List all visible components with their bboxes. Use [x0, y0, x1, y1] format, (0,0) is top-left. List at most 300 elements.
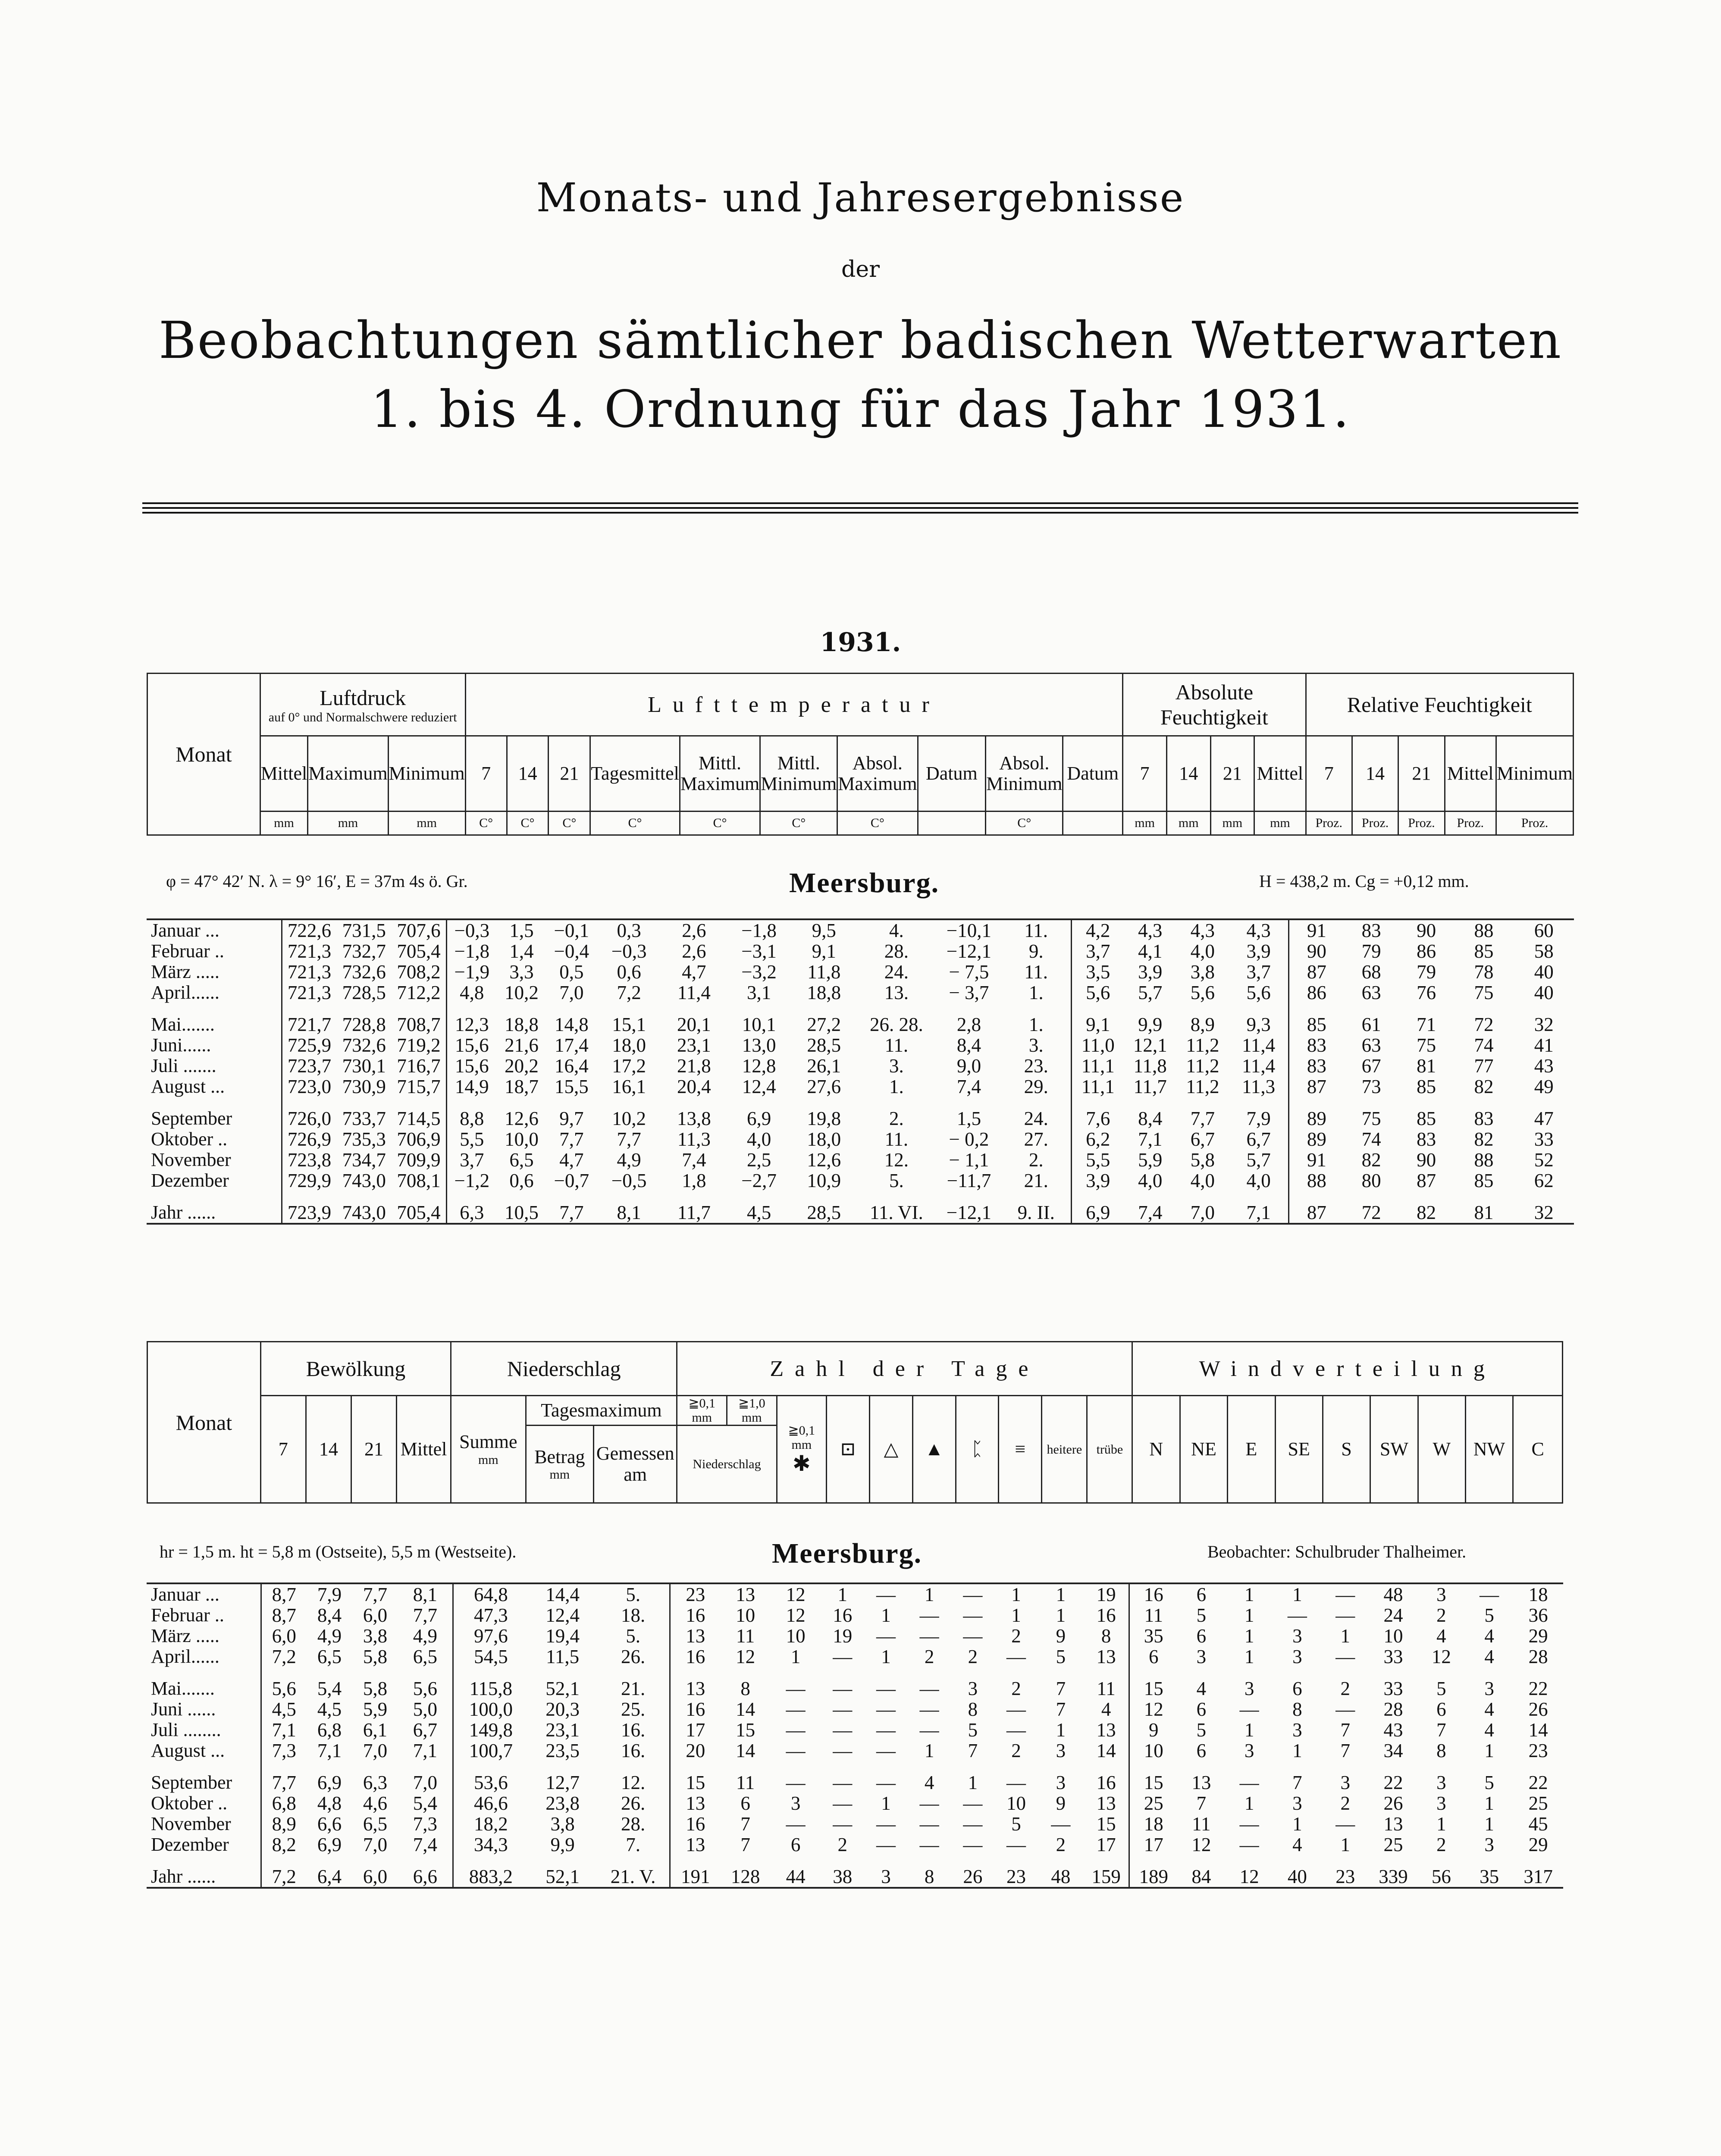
value-cell: 34,3: [453, 1834, 528, 1855]
col-group-niederschlag: Niederschlag: [451, 1342, 677, 1396]
value-cell: 6,7: [1190, 1128, 1215, 1150]
row-gap: [147, 1003, 1574, 1014]
month-cell: Januar ...: [151, 1584, 219, 1605]
value-cell: 2,8: [956, 1014, 981, 1035]
value-cell: −10,1: [946, 920, 992, 941]
value-cell: 12: [1431, 1646, 1451, 1667]
gap-cell: [392, 1003, 447, 1014]
value-cell: 11,4: [1242, 1055, 1276, 1077]
gap-cell: [1344, 1003, 1399, 1014]
value-cell: 14,8: [554, 1014, 589, 1035]
value-cell: 4,9: [617, 1149, 641, 1171]
value-cell: 11,8: [807, 961, 841, 983]
value-cell: 13,8: [677, 1108, 711, 1129]
value-cell: 1: [1340, 1625, 1350, 1647]
table-row: [147, 1056, 1574, 1076]
value-cell: 5,4: [413, 1792, 437, 1814]
value-cell: 16: [670, 1646, 721, 1667]
value-cell: 5,6: [413, 1678, 437, 1699]
unit-mm: mm: [1254, 812, 1306, 835]
value-cell: 85: [1474, 1170, 1494, 1191]
col-ge01-snow: [777, 1396, 827, 1503]
gap-cell: [352, 1855, 398, 1866]
value-cell: 719,2: [397, 1034, 441, 1056]
value-cell: −3,1: [741, 940, 777, 962]
value-cell: 2: [968, 1646, 978, 1667]
value-cell: 7: [1056, 1698, 1066, 1720]
value-cell: —: [833, 1678, 853, 1699]
gap-cell: [771, 1667, 821, 1678]
gap-cell: [791, 1097, 856, 1108]
value-cell: 43: [1383, 1719, 1403, 1741]
value-cell: —: [963, 1792, 983, 1814]
gap-cell: [1514, 1097, 1574, 1108]
value-cell: 86: [1289, 982, 1344, 1003]
value-cell: 11: [736, 1772, 755, 1793]
unit-c: C°: [549, 812, 590, 835]
value-cell: 27,6: [807, 1076, 841, 1097]
table-row: [147, 1834, 1563, 1855]
value-cell: 91: [1289, 1150, 1344, 1170]
value-cell: 18,8: [807, 982, 841, 1003]
value-cell: 1: [1244, 1584, 1254, 1605]
gap-cell: [528, 1855, 597, 1866]
value-cell: 18,8: [505, 1014, 539, 1035]
unit-mm: mm: [1123, 812, 1167, 835]
table-row: [147, 1699, 1563, 1720]
value-cell: 23: [1335, 1866, 1355, 1887]
value-cell: 5,8: [1190, 1149, 1215, 1171]
value-cell: 3: [881, 1866, 891, 1887]
value-cell: 3,8: [1190, 961, 1215, 983]
value-cell: 16: [670, 1814, 721, 1834]
value-cell: −0,1: [554, 920, 589, 941]
table-row: [147, 1605, 1563, 1626]
value-cell: 12,7: [545, 1772, 580, 1793]
month-cell: August ...: [151, 1076, 225, 1097]
gap-cell: [453, 1855, 528, 1866]
month-cell: Dezember: [151, 1834, 229, 1855]
value-cell: 68: [1361, 961, 1381, 983]
gap-cell: [1273, 1667, 1321, 1678]
gap-cell: [398, 1761, 453, 1772]
gap-cell: [1038, 1855, 1084, 1866]
value-cell: 7,2: [617, 982, 641, 1003]
value-cell: 88: [1474, 920, 1494, 941]
title-line-1: Monats- und Jahresergebnisse: [536, 175, 1185, 221]
value-cell: 2,6: [682, 920, 706, 941]
value-cell: 723,9: [282, 1202, 337, 1224]
fog-icon: ≡: [999, 1396, 1042, 1503]
value-cell: 10,5: [505, 1202, 539, 1223]
station1-coords: φ = 47° 42′ N. λ = 9° 16′, E = 37m 4s ö. Gr.: [166, 871, 468, 891]
gap-cell: [908, 1667, 951, 1678]
value-cell: 339: [1379, 1866, 1408, 1887]
value-cell: 7,7: [261, 1772, 307, 1793]
value-cell: 47: [1534, 1108, 1554, 1129]
value-cell: 3: [1056, 1772, 1066, 1793]
value-cell: 9: [1056, 1625, 1066, 1647]
value-cell: 7: [968, 1740, 978, 1761]
value-cell: 4: [1484, 1625, 1494, 1647]
value-cell: 7,1: [1246, 1202, 1271, 1223]
value-cell: —: [786, 1678, 806, 1699]
value-cell: 13: [670, 1793, 721, 1814]
sleet-icon: ⊡: [827, 1396, 870, 1503]
gap-cell: [282, 1003, 337, 1014]
value-cell: 28,5: [807, 1202, 841, 1223]
value-cell: 11,1: [1072, 1056, 1124, 1076]
table-row: [147, 962, 1574, 982]
value-cell: 100,7: [453, 1740, 528, 1761]
value-cell: 11: [1129, 1605, 1177, 1626]
gap-cell: [546, 1191, 596, 1202]
table-row: [147, 1014, 1574, 1035]
month-cell: Mai.......: [151, 1678, 215, 1699]
value-cell: 16: [1129, 1583, 1177, 1605]
value-cell: 10,1: [742, 1014, 776, 1035]
gap-cell: [352, 1761, 398, 1772]
value-cell: 25: [1528, 1792, 1548, 1814]
value-cell: 3: [1484, 1834, 1494, 1855]
snow-icon: ✱: [792, 1451, 811, 1476]
value-cell: 7,4: [413, 1834, 437, 1855]
value-cell: 4: [1484, 1698, 1494, 1720]
luftdruck-label: Luftdruck: [320, 685, 406, 710]
value-cell: 708,1: [397, 1170, 441, 1191]
value-cell: 35: [1129, 1626, 1177, 1646]
gap-cell: [856, 1191, 936, 1202]
value-cell: —: [1006, 1834, 1026, 1855]
value-cell: 52,1: [545, 1678, 580, 1699]
value-cell: 721,7: [282, 1014, 337, 1035]
value-cell: 78: [1474, 961, 1494, 983]
value-cell: 29.: [1024, 1076, 1048, 1097]
gap-cell: [791, 1191, 856, 1202]
value-cell: 16: [1096, 1772, 1116, 1793]
gap-cell: [1289, 1003, 1344, 1014]
gap-cell: [661, 1191, 727, 1202]
value-cell: 7,0: [363, 1834, 388, 1855]
row-gap: [147, 1097, 1574, 1108]
gap-cell: [597, 1761, 670, 1772]
value-cell: 3,9: [1246, 940, 1271, 962]
gap-cell: [597, 1667, 670, 1678]
month-cell: November: [151, 1149, 231, 1170]
station2-name: Meersburg.: [772, 1538, 922, 1569]
gap-cell: [1289, 1191, 1344, 1202]
value-cell: 18: [1129, 1814, 1177, 1834]
value-cell: 81: [1474, 1202, 1494, 1223]
value-cell: 1: [1340, 1834, 1350, 1855]
value-cell: 11: [736, 1625, 755, 1647]
value-cell: 714,5: [397, 1108, 441, 1129]
value-cell: —: [876, 1772, 896, 1793]
gap-cell: [1417, 1855, 1465, 1866]
value-cell: 8,4: [956, 1034, 981, 1056]
gap-cell: [1084, 1855, 1129, 1866]
gap-cell: [670, 1761, 721, 1772]
month-cell: Juli .......: [151, 1055, 216, 1076]
value-cell: 728,8: [342, 1014, 386, 1035]
value-cell: 3,7: [447, 1150, 497, 1170]
value-cell: 3: [1196, 1646, 1207, 1667]
value-cell: 3: [1244, 1678, 1254, 1699]
value-cell: 73: [1361, 1076, 1381, 1097]
gap-cell: [546, 1097, 596, 1108]
value-cell: 23,8: [545, 1792, 580, 1814]
value-cell: 82: [1474, 1076, 1494, 1097]
value-cell: 723,7: [282, 1056, 337, 1076]
gap-cell: [856, 1003, 936, 1014]
unit-proz: Proz.: [1352, 812, 1398, 835]
value-cell: 6: [1292, 1678, 1302, 1699]
table-row: [147, 1646, 1563, 1667]
value-cell: 6,0: [261, 1626, 307, 1646]
value-cell: 25: [1129, 1793, 1177, 1814]
value-cell: 32: [1534, 1014, 1554, 1035]
value-cell: 23,5: [545, 1740, 580, 1761]
col-ge01: ≧0,1 mm: [677, 1396, 727, 1426]
col-af14: 14: [1166, 736, 1210, 812]
col-wind-sw: SW: [1370, 1396, 1418, 1503]
value-cell: 13: [1096, 1719, 1116, 1741]
value-cell: 1,5: [509, 920, 534, 941]
value-cell: 3.: [889, 1055, 904, 1077]
gap-cell: [1177, 1761, 1225, 1772]
value-cell: 32: [1534, 1202, 1554, 1223]
value-cell: 82: [1361, 1149, 1381, 1171]
value-cell: 4: [924, 1772, 934, 1793]
value-cell: 8,4: [317, 1604, 342, 1626]
value-cell: 723,8: [282, 1150, 337, 1170]
value-cell: 6,9: [317, 1772, 342, 1793]
gap-cell: [856, 1097, 936, 1108]
value-cell: 722,6: [282, 919, 337, 941]
value-cell: −3,2: [741, 961, 777, 983]
gap-cell: [1273, 1761, 1321, 1772]
value-cell: 708,7: [397, 1014, 441, 1035]
station2-observer: Beobachter: Schulbruder Thalheimer.: [1207, 1542, 1467, 1561]
value-cell: 87: [1417, 1170, 1436, 1191]
value-cell: 8,9: [261, 1814, 307, 1834]
value-cell: 15,6: [447, 1056, 497, 1076]
gap-cell: [392, 1097, 447, 1108]
value-cell: 48: [1383, 1584, 1403, 1605]
value-cell: 28.: [621, 1813, 646, 1835]
value-cell: 1.: [1028, 982, 1044, 1003]
value-cell: 83: [1289, 1056, 1344, 1076]
gap-cell: [1001, 1191, 1071, 1202]
value-cell: 61: [1361, 1014, 1381, 1035]
value-cell: 708,2: [397, 961, 441, 983]
gap-cell: [1124, 1097, 1176, 1108]
gap-cell: [392, 1191, 447, 1202]
value-cell: 6,8: [261, 1793, 307, 1814]
value-cell: —: [786, 1719, 806, 1741]
gap-cell: [261, 1761, 307, 1772]
gap-cell: [1176, 1003, 1229, 1014]
col-b21: 21: [351, 1396, 396, 1503]
value-cell: 735,3: [342, 1128, 386, 1150]
value-cell: 8,7: [261, 1605, 307, 1626]
value-cell: —: [1335, 1698, 1355, 1720]
unit-proz: Proz.: [1445, 812, 1496, 835]
col-wind-ne: NE: [1180, 1396, 1227, 1503]
value-cell: 45: [1528, 1813, 1548, 1835]
value-cell: —: [876, 1678, 896, 1699]
month-cell: September: [151, 1108, 232, 1129]
value-cell: 16: [670, 1699, 721, 1720]
value-cell: —: [919, 1678, 939, 1699]
table-row: [147, 1793, 1563, 1814]
value-cell: 11,5: [546, 1646, 580, 1667]
value-cell: 726,0: [282, 1108, 337, 1129]
col-minimum: Minimum: [388, 736, 465, 812]
table-row: [147, 1740, 1563, 1761]
value-cell: 2,5: [746, 1149, 771, 1171]
value-cell: 18: [1528, 1584, 1548, 1605]
row-gap: [147, 1191, 1574, 1202]
value-cell: 72: [1361, 1202, 1381, 1223]
col-group-zahl-der-tage: Zahl der Tage: [677, 1342, 1132, 1396]
value-cell: 11,3: [677, 1128, 711, 1150]
value-cell: 12: [1239, 1866, 1259, 1887]
value-cell: 6: [1196, 1584, 1207, 1605]
gap-cell: [261, 1855, 307, 1866]
value-cell: 9. II.: [1017, 1202, 1055, 1223]
value-cell: 4,7: [682, 961, 706, 983]
value-cell: 8: [1101, 1625, 1111, 1647]
col-truebe: trübe: [1087, 1396, 1132, 1503]
month-cell: November: [151, 1813, 231, 1834]
value-cell: 7,2: [261, 1646, 307, 1667]
value-cell: 15,1: [612, 1014, 646, 1035]
value-cell: 8: [968, 1698, 978, 1720]
value-cell: 16,1: [612, 1076, 646, 1097]
value-cell: 1: [1484, 1813, 1494, 1835]
value-cell: 52,1: [545, 1866, 580, 1887]
gap-cell: [1454, 1097, 1514, 1108]
value-cell: 4,5: [746, 1202, 771, 1223]
value-cell: 82: [1474, 1128, 1494, 1150]
value-cell: 0,5: [559, 961, 584, 983]
year-caption: 1931.: [820, 627, 901, 658]
value-cell: 12: [736, 1646, 755, 1667]
col-t14: 14: [507, 736, 549, 812]
gap-cell: [1072, 1191, 1124, 1202]
value-cell: 7,0: [559, 982, 584, 1003]
table1-header: [147, 673, 1574, 836]
value-cell: 17: [670, 1720, 721, 1740]
value-cell: 15,5: [554, 1076, 589, 1097]
value-cell: 40: [1534, 961, 1554, 983]
value-cell: − 0,2: [949, 1128, 989, 1150]
gap-cell: [1176, 1097, 1229, 1108]
value-cell: 13: [1096, 1646, 1116, 1667]
gap-cell: [994, 1855, 1038, 1866]
value-cell: 23: [1006, 1866, 1026, 1887]
value-cell: 22: [1528, 1772, 1548, 1793]
value-cell: —: [833, 1813, 853, 1835]
value-cell: 7: [1056, 1678, 1066, 1699]
gap-cell: [1124, 1191, 1176, 1202]
value-cell: 6,4: [317, 1866, 342, 1887]
value-cell: 40: [1287, 1866, 1307, 1887]
month-cell: Juli ........: [151, 1719, 221, 1740]
value-cell: 86: [1417, 940, 1436, 962]
value-cell: 9: [1129, 1720, 1177, 1740]
gap-cell: [1124, 1003, 1176, 1014]
value-cell: 5,6: [1072, 982, 1124, 1003]
value-cell: 4: [1101, 1698, 1111, 1720]
gap-cell: [1454, 1191, 1514, 1202]
value-cell: 15: [736, 1719, 755, 1741]
col-wind-s: S: [1323, 1396, 1370, 1503]
value-cell: 18,0: [612, 1034, 646, 1056]
gap-cell: [1225, 1855, 1273, 1866]
value-cell: 27,2: [807, 1014, 841, 1035]
value-cell: —: [963, 1604, 983, 1626]
value-cell: 1: [1244, 1646, 1254, 1667]
value-cell: 5,6: [261, 1678, 307, 1699]
value-cell: 81: [1417, 1055, 1436, 1077]
value-cell: 6,5: [363, 1813, 388, 1835]
gap-cell: [727, 1003, 792, 1014]
value-cell: 15: [1129, 1678, 1177, 1699]
col-ge10: ≧1,0 mm: [727, 1396, 777, 1426]
value-cell: 11,4: [1242, 1034, 1276, 1056]
value-cell: 4,8: [447, 982, 497, 1003]
gap-cell: [720, 1667, 771, 1678]
gap-cell: [720, 1855, 771, 1866]
col-rf-mittel: Mittel: [1445, 736, 1496, 812]
value-cell: 7,7: [617, 1128, 641, 1150]
value-cell: −1,2: [447, 1170, 497, 1191]
value-cell: 733,7: [342, 1108, 386, 1129]
value-cell: 3,3: [509, 961, 534, 983]
col-af7: 7: [1123, 736, 1167, 812]
value-cell: 2: [837, 1834, 848, 1855]
value-cell: 8,2: [261, 1834, 307, 1855]
value-cell: 20,4: [677, 1076, 711, 1097]
value-cell: 1: [1244, 1625, 1254, 1647]
value-cell: 5.: [626, 1584, 640, 1605]
value-cell: 1: [1056, 1719, 1066, 1741]
value-cell: 9,9: [1138, 1014, 1163, 1035]
value-cell: 21,8: [677, 1055, 711, 1077]
value-cell: 732,6: [342, 1034, 386, 1056]
value-cell: 10,0: [505, 1128, 539, 1150]
value-cell: 12.: [621, 1772, 646, 1793]
value-cell: 36: [1528, 1604, 1548, 1626]
gap-cell: [994, 1761, 1038, 1772]
value-cell: 7,0: [413, 1772, 437, 1793]
value-cell: 58: [1534, 940, 1554, 962]
value-cell: —: [833, 1792, 853, 1814]
value-cell: —: [833, 1646, 853, 1667]
gap-cell: [1417, 1761, 1465, 1772]
gap-cell: [937, 1097, 1002, 1108]
value-cell: 7,9: [317, 1584, 342, 1605]
month-cell: Jahr ......: [151, 1866, 216, 1887]
value-cell: 3: [1436, 1792, 1446, 1814]
value-cell: 18,2: [453, 1814, 528, 1834]
value-cell: 6: [1436, 1698, 1446, 1720]
value-cell: 88: [1289, 1170, 1344, 1191]
value-cell: 11,2: [1186, 1034, 1219, 1056]
value-cell: 7,4: [682, 1149, 706, 1171]
